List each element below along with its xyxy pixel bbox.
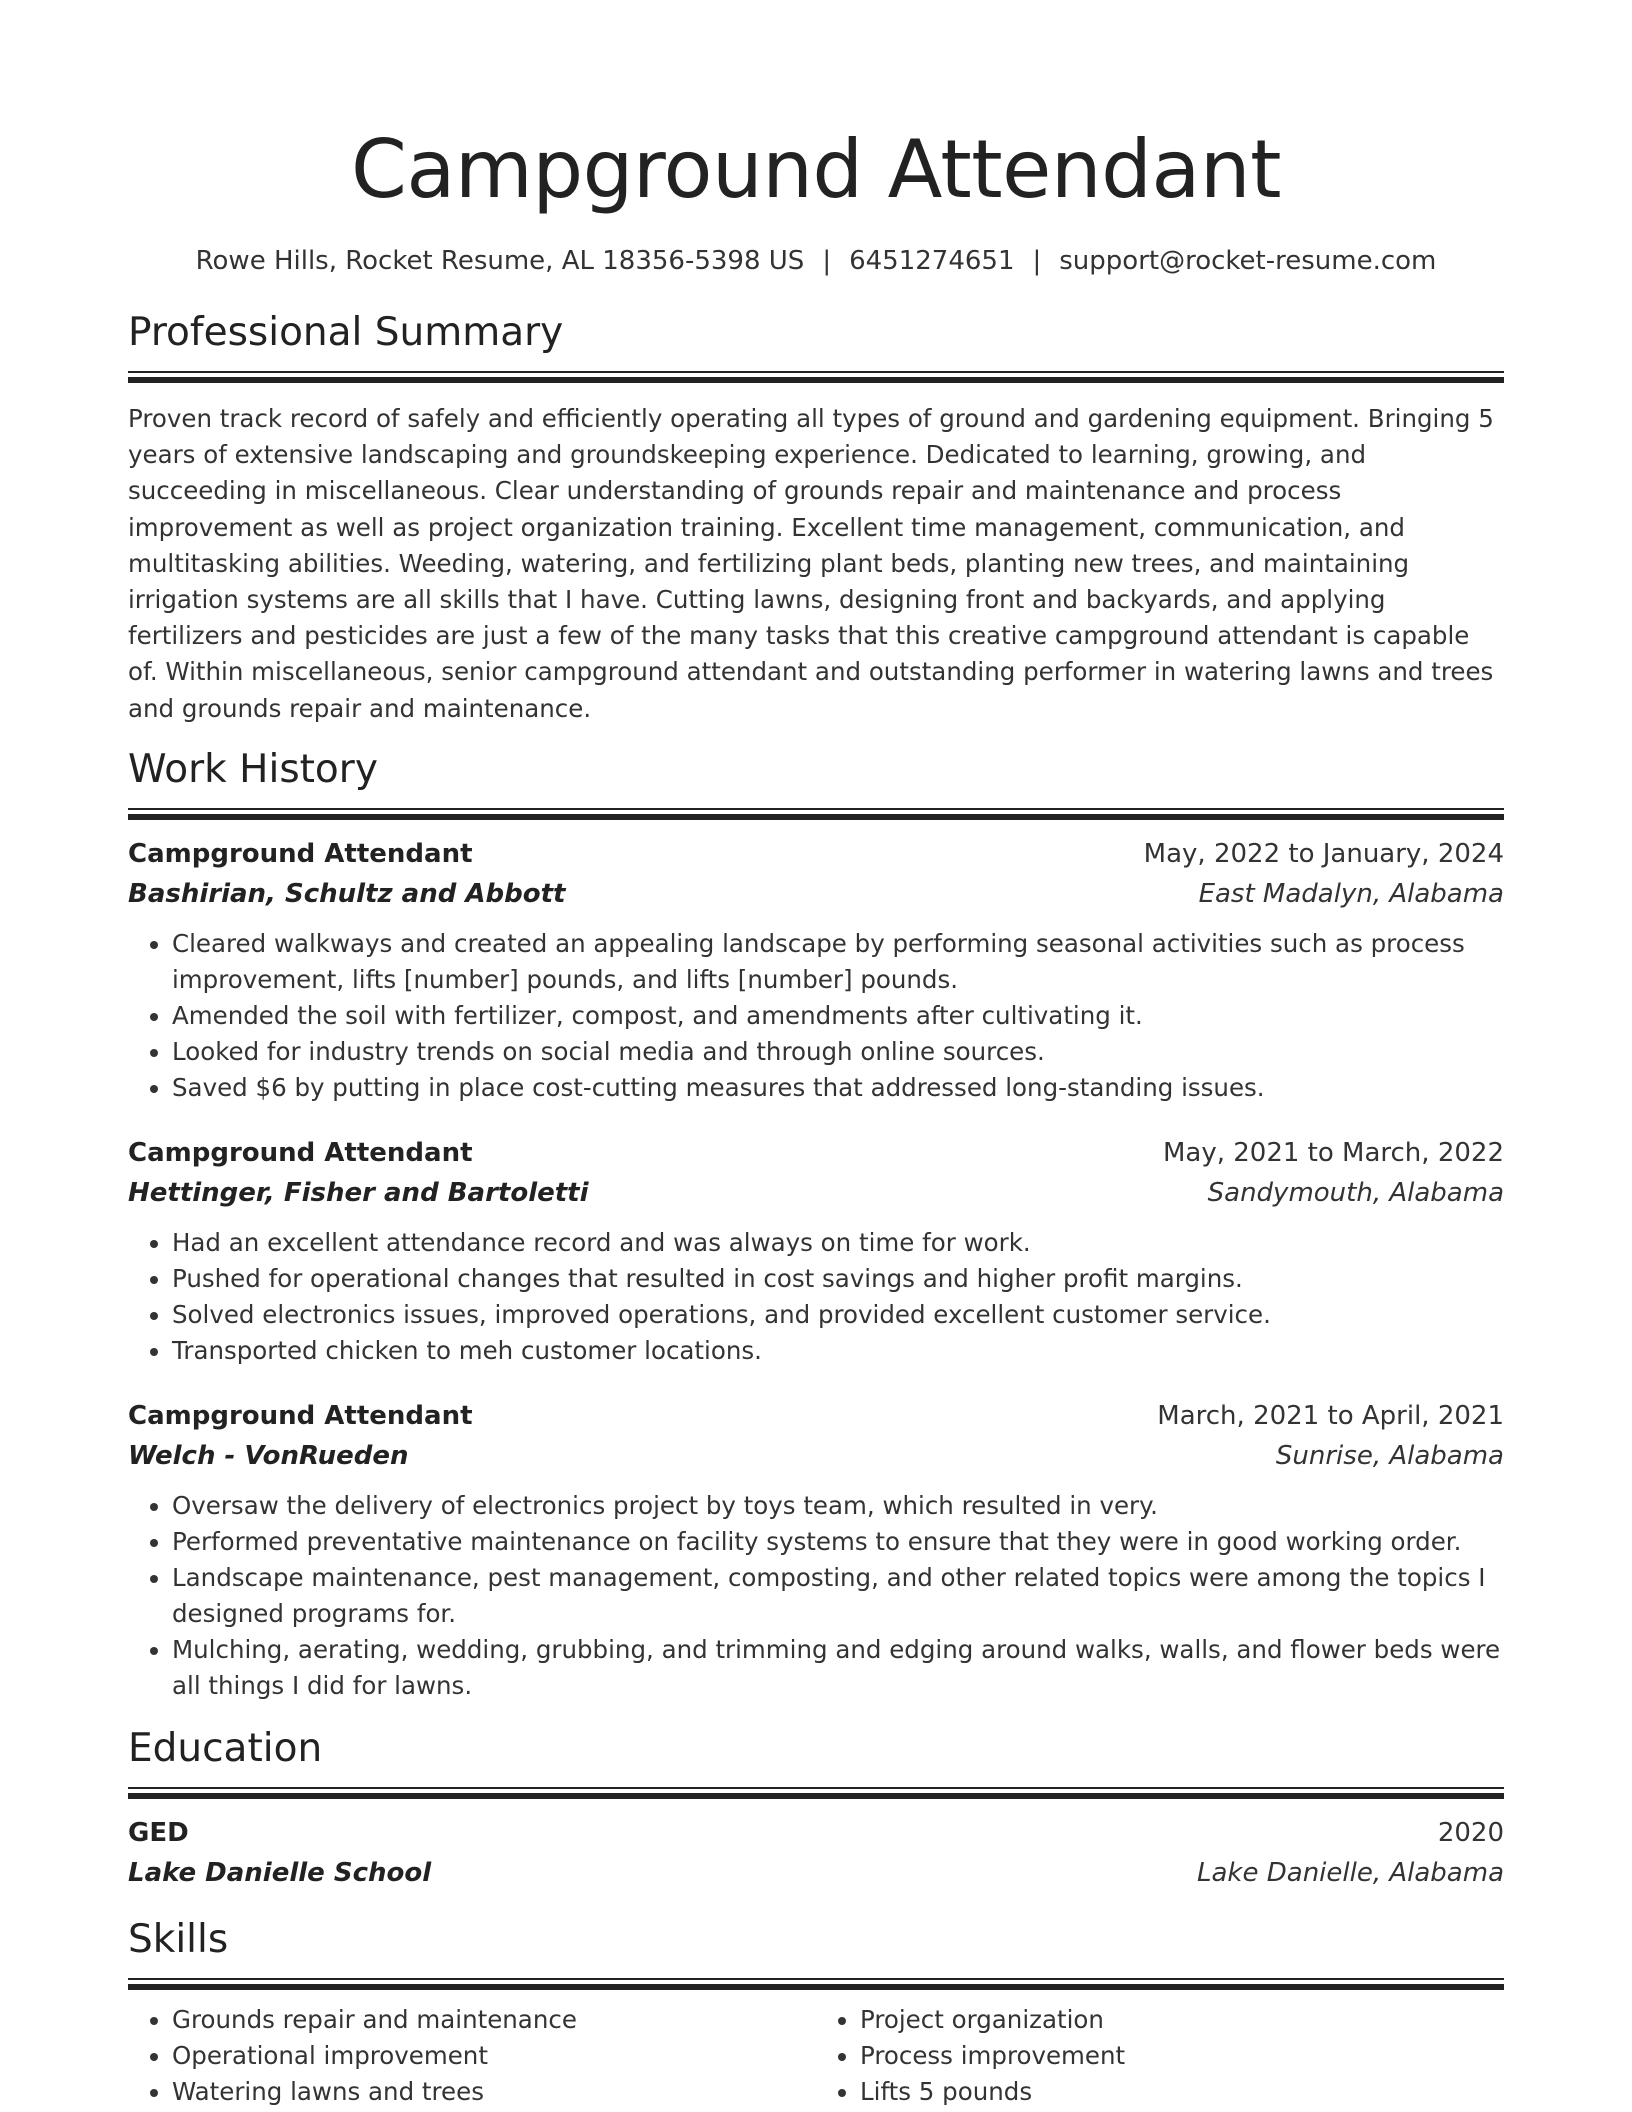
skills-list-right	[816, 2002, 1504, 2110]
job-subheader	[128, 1436, 1504, 1476]
section-divider	[128, 1978, 1504, 1990]
job-header	[128, 834, 1504, 874]
skill-item: • Watering lawns and trees	[172, 2074, 816, 2110]
skill-item: • Lifts 5 pounds	[860, 2074, 1504, 2110]
job-entry	[128, 1133, 1504, 1369]
job-header	[128, 1133, 1504, 1173]
education-subheader	[128, 1853, 1504, 1893]
section-title-skills: Skills	[128, 1916, 229, 1962]
job-bullet: • Landscape maintenance, pest management, composting, and other related topics were among the topics I designed programs for.	[172, 1560, 1504, 1632]
job-bullet: • Amended the soil with fertilizer, compost, and amendments after cultivating it.	[172, 998, 1504, 1034]
job-bullets	[128, 926, 1504, 1106]
resume-name: Campground Attendant	[351, 123, 1281, 216]
education-location: Lake Danielle, Alabama	[1197, 1857, 1504, 1888]
job-dates: May, 2022 to January, 2024	[1143, 838, 1504, 869]
job-employer: Welch - VonRueden	[128, 1440, 409, 1471]
skills-section	[128, 1915, 1504, 2110]
job-subheader	[128, 874, 1504, 914]
summary-text: Proven track record of safely and efficiently operating all types of ground and gardening equipment. Bringing 5 years of extensive landscaping and groundskeeping experience. Dedicated to learning, growing, and succeeding in miscellaneous. Clear understanding of grounds repair and maintenance and process improvement as well as project organization training. Excellent time management, communication, and multitasking abilities. Weeding, watering, and fertilizing plant beds, planting new trees, and maintaining irrigation systems are all skills that I have. Cutting lawns, designing front and backyards, and applying fertilizers and pesticides are just a few of the many tasks that this creative campground attendant is capable of. Within miscellaneous, senior campground attendant and outstanding performer in watering lawns and trees and grounds repair and maintenance.	[128, 404, 1494, 723]
contact-line	[128, 244, 1504, 278]
skill-item: • Project organization	[860, 2002, 1504, 2038]
job-bullet: • Cleared walkways and created an appealing landscape by performing seasonal activities such as process improvement, lifts [number] pounds, and lifts [number] pounds.	[172, 926, 1504, 998]
skill-item: • Operational improvement	[172, 2038, 816, 2074]
education-year: 2020	[1437, 1817, 1504, 1848]
job-bullet: • Transported chicken to meh customer locations.	[172, 1333, 1504, 1369]
job-dates: May, 2021 to March, 2022	[1162, 1137, 1504, 1168]
education-degree: GED	[128, 1817, 189, 1848]
job-entry	[128, 834, 1504, 1106]
contact-separator: |	[1032, 246, 1042, 276]
skill-item: • Process improvement	[860, 2038, 1504, 2074]
job-bullets	[128, 1225, 1504, 1369]
education-entry	[128, 1813, 1504, 1893]
section-divider	[128, 371, 1504, 383]
work-history-section	[128, 745, 1504, 1704]
job-bullet: • Oversaw the delivery of electronics project by toys team, which resulted in very.	[172, 1488, 1504, 1524]
education-header	[128, 1813, 1504, 1853]
skill-item: • Grounds repair and maintenance	[172, 2002, 816, 2038]
section-divider	[128, 808, 1504, 820]
contact-separator: |	[822, 246, 832, 276]
job-header	[128, 1396, 1504, 1436]
job-bullet: • Pushed for operational changes that resulted in cost savings and higher profit margins.	[172, 1261, 1504, 1297]
education-school: Lake Danielle School	[128, 1857, 432, 1888]
skills-grid	[128, 2002, 1504, 2110]
job-title: Campground Attendant	[128, 1400, 473, 1431]
section-title-summary: Professional Summary	[128, 310, 564, 355]
contact-email: support@rocket-resume.com	[1059, 246, 1437, 276]
job-location: Sunrise, Alabama	[1275, 1440, 1504, 1471]
summary-section	[128, 308, 1504, 727]
job-title: Campground Attendant	[128, 1137, 473, 1168]
contact-phone: 6451274651	[849, 246, 1015, 276]
job-entry	[128, 1396, 1504, 1704]
job-bullet: • Performed preventative maintenance on facility systems to ensure that they were in good working order.	[172, 1524, 1504, 1560]
job-location: Sandymouth, Alabama	[1207, 1177, 1504, 1208]
section-title-education: Education	[128, 1725, 323, 1771]
job-subheader	[128, 1173, 1504, 1213]
job-bullet: • Saved $6 by putting in place cost-cutting measures that addressed long-standing issues.	[172, 1070, 1504, 1106]
job-employer: Bashirian, Schultz and Abbott	[128, 878, 566, 909]
job-bullets	[128, 1488, 1504, 1704]
section-title-work: Work History	[128, 746, 378, 792]
skills-list-left	[128, 2002, 816, 2110]
job-employer: Hettinger, Fisher and Bartoletti	[128, 1177, 589, 1208]
contact-address: Rowe Hills, Rocket Resume, AL 18356-5398 US	[195, 246, 805, 276]
job-bullet: • Had an excellent attendance record and was always on time for work.	[172, 1225, 1504, 1261]
job-bullet: • Solved electronics issues, improved operations, and provided excellent customer service.	[172, 1297, 1504, 1333]
job-bullet: • Looked for industry trends on social media and through online sources.	[172, 1034, 1504, 1070]
section-divider	[128, 1787, 1504, 1799]
job-location: East Madalyn, Alabama	[1198, 878, 1504, 909]
education-section	[128, 1724, 1504, 1893]
job-title: Campground Attendant	[128, 838, 473, 869]
job-dates: March, 2021 to April, 2021	[1157, 1400, 1504, 1431]
job-bullet: • Mulching, aerating, wedding, grubbing, and trimming and edging around walks, walls, and flower beds were all things I did for lawns.	[172, 1632, 1504, 1704]
